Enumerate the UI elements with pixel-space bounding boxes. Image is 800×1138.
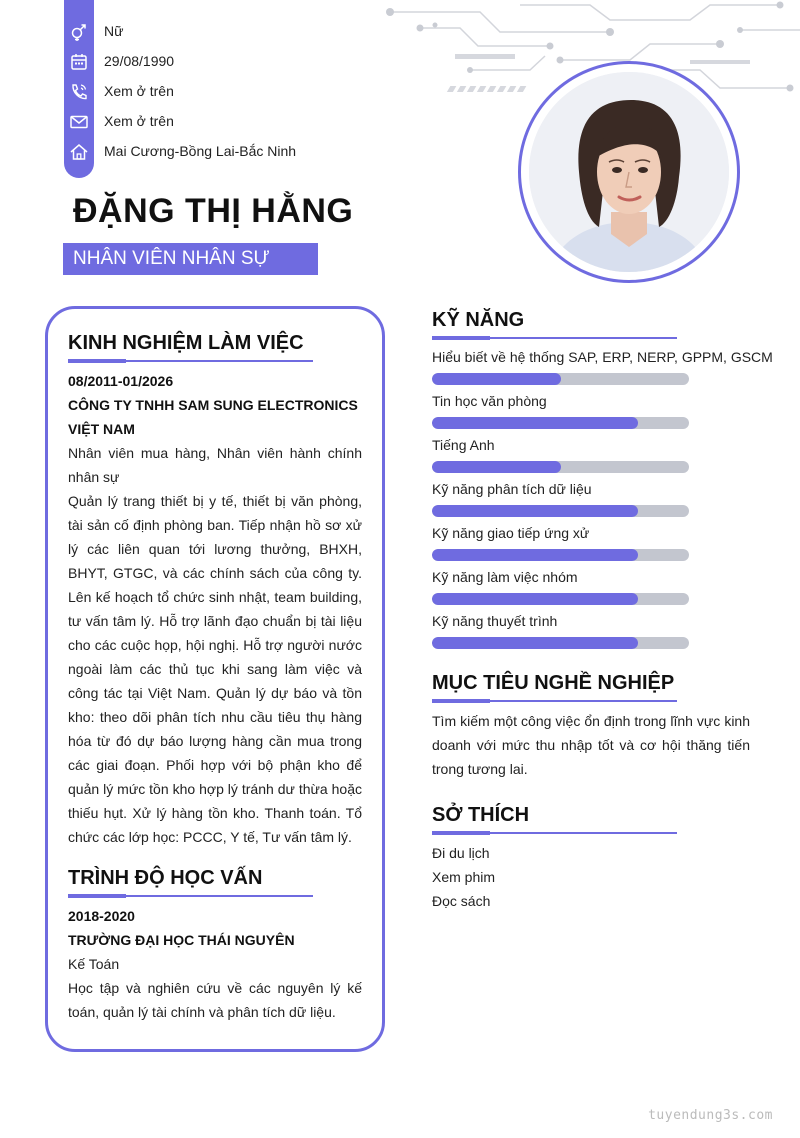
portrait-illustration bbox=[529, 72, 729, 272]
skill-bar-fill bbox=[432, 461, 561, 473]
skill-label: Kỹ năng thuyết trình bbox=[432, 613, 558, 629]
contact-email bbox=[64, 107, 384, 137]
contact-gender bbox=[64, 17, 384, 47]
skill-bar-fill bbox=[432, 373, 561, 385]
skill-bar-fill bbox=[432, 549, 638, 561]
hobby-item: Đi du lịch bbox=[432, 845, 490, 861]
address-value: Mai Cương-Bồng Lai-Bắc Ninh bbox=[104, 143, 297, 159]
education-major: Kế Toán bbox=[68, 956, 120, 972]
job-title: NHÂN VIÊN NHÂN SỰ bbox=[63, 243, 318, 275]
education-underline bbox=[68, 895, 313, 897]
skill-bar-fill bbox=[432, 417, 638, 429]
birthday-value: 29/08/1990 bbox=[104, 53, 175, 69]
profile-photo-frame bbox=[518, 61, 740, 283]
experience-title: KINH NGHIỆM LÀM VIỆC bbox=[68, 332, 304, 354]
skill-bar bbox=[432, 549, 689, 561]
gender-value: Nữ bbox=[104, 23, 124, 39]
objective-underline bbox=[432, 700, 677, 702]
objective-title: MỤC TIÊU NGHỀ NGHIỆP bbox=[432, 672, 675, 694]
experience-underline bbox=[68, 360, 313, 362]
skill-bar-fill bbox=[432, 505, 638, 517]
skill-bar bbox=[432, 373, 689, 385]
skill-bar bbox=[432, 593, 689, 605]
skill-label: Kỹ năng phân tích dữ liệu bbox=[432, 481, 592, 497]
gender-icon bbox=[69, 23, 89, 41]
skill-label: Kỹ năng giao tiếp ứng xử bbox=[432, 525, 590, 541]
hobbies-title: SỞ THÍCH bbox=[432, 804, 530, 826]
skill-bar bbox=[432, 417, 689, 429]
skill-bar bbox=[432, 637, 689, 649]
skill-bar bbox=[432, 461, 689, 473]
contact-phone bbox=[64, 77, 384, 107]
education-school: TRƯỜNG ĐẠI HỌC THÁI NGUYÊN bbox=[68, 932, 295, 948]
experience-description: Quản lý trang thiết bị y tế, thiết bị văn phòng, tài sản cố định phòng ban. Tiếp nhận hồ sơ xử lý các liên quan tới lương thưởng, BHXH, BHYT, GTGC, và các chính sách của công ty. Lên kế hoạch tổ chức sinh nhật, team building, tư vấn tâm lý. Hỗ trợ lãnh đạo chuẩn bị tài liệu cho các cuộc họp, hội nghị. Hỗ trợ người nước ngoài làm các thủ tục khi sang làm việc và công tác tại Việt Nam. Quản lý dự báo và tồn kho: theo dõi phân tích nhu cầu tiêu thụ hàng hóa từ đó dự báo lượng hàng cần mua trong các giai đoạn. Phối hợp với bộ phận kho để quản lý mức tồn kho hợp lý tránh dư thừa hoặc thiếu hụt. Xử lý hàng tồn kho. Thanh toán. Tổ chức các lớp học: PCCC, Y tế, Tư vấn tâm lý. bbox=[68, 493, 362, 845]
education-title: TRÌNH ĐỘ HỌC VẤN bbox=[68, 867, 263, 889]
contact-birthday bbox=[64, 47, 384, 77]
skills-underline bbox=[432, 337, 677, 339]
mail-icon bbox=[69, 113, 89, 131]
hobbies-underline bbox=[432, 832, 677, 834]
phone-value: Xem ở trên bbox=[104, 83, 174, 99]
skill-label: Kỹ năng làm việc nhóm bbox=[432, 569, 578, 585]
experience-period: 08/2011-01/2026 bbox=[68, 373, 174, 389]
calendar-icon bbox=[69, 53, 89, 71]
skill-bar-fill bbox=[432, 637, 638, 649]
education-period: 2018-2020 bbox=[68, 908, 135, 924]
experience-position: Nhân viên mua hàng, Nhân viên hành chính nhân sự bbox=[68, 445, 362, 485]
education-description: Học tập và nghiên cứu về các nguyên lý kế toán, quản lý tài chính và phân tích dữ liệu. bbox=[68, 980, 362, 1020]
candidate-name: ĐẶNG THỊ HẰNG bbox=[73, 192, 354, 230]
hobby-item: Xem phim bbox=[432, 869, 496, 885]
objective-text: Tìm kiếm một công việc ổn định trong lĩnh vực kinh doanh với mức thu nhập tốt và cơ hội thăng tiến trong tương lai. bbox=[432, 713, 750, 777]
skill-label: Tin học văn phòng bbox=[432, 393, 547, 409]
hobby-item: Đọc sách bbox=[432, 893, 491, 909]
experience-company: CÔNG TY TNHH SAM SUNG ELECTRONICS VIỆT NAM bbox=[68, 397, 358, 437]
skill-label: Tiếng Anh bbox=[432, 437, 495, 453]
skills-title: KỸ NĂNG bbox=[432, 309, 525, 331]
email-value: Xem ở trên bbox=[104, 113, 174, 129]
home-icon bbox=[69, 143, 89, 161]
skill-bar-fill bbox=[432, 593, 638, 605]
phone-icon bbox=[69, 83, 89, 101]
skill-label: Hiểu biết về hệ thống SAP, ERP, NERP, GPPM, GSCM bbox=[432, 349, 773, 365]
footer-watermark: tuyendung3s.com bbox=[648, 1108, 773, 1123]
skill-bar bbox=[432, 505, 689, 517]
contact-address bbox=[64, 137, 384, 167]
profile-photo bbox=[529, 72, 729, 272]
